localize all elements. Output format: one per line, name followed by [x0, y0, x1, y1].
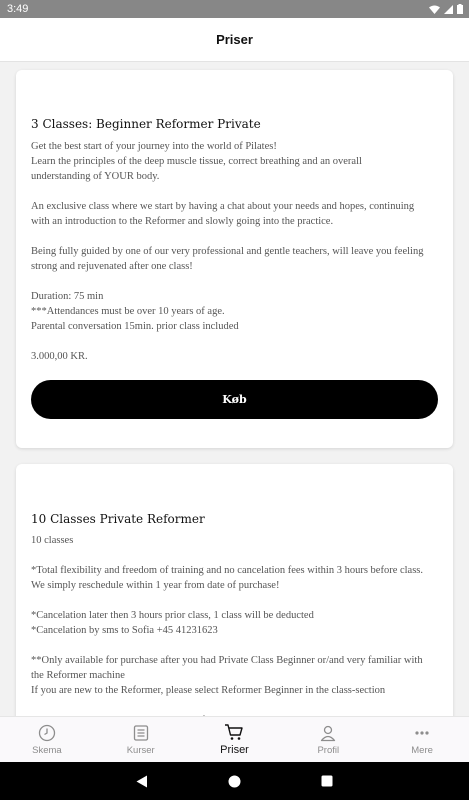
buy-button[interactable]: Køb [31, 380, 438, 419]
wifi-icon [429, 5, 440, 14]
text-line: An exclusive class where we start by having a chat about your needs and hopes, continuing [31, 201, 415, 212]
app-header [0, 18, 469, 62]
text-line: with an introduction to the Reformer and slowly going into the practice. [31, 216, 334, 227]
recents-icon[interactable] [321, 775, 333, 787]
text-line: ***Attendances must be over 10 years of age. [31, 306, 225, 317]
nav-label: Kurser [126, 744, 155, 756]
nav-item-priser[interactable] [188, 717, 282, 762]
card-paragraph [31, 608, 446, 638]
battery-icon [457, 4, 463, 14]
cart-icon [224, 723, 244, 741]
clock-icon [38, 724, 56, 742]
text-line: If you are new to the Reformer, please select Reformer Beginner in the class-section [31, 685, 386, 696]
more-icon [413, 724, 431, 742]
nav-label: Skema [32, 744, 62, 756]
nav-item-profil[interactable] [281, 717, 375, 762]
card-title: 3 Classes: Beginner Reformer Private [31, 117, 261, 131]
status-time: 3:49 [7, 3, 29, 15]
card-title: 10 Classes Private Reformer [31, 512, 205, 526]
status-icons [429, 4, 463, 14]
card-paragraph [31, 199, 441, 229]
card-paragraph [31, 533, 446, 548]
text-line: Parental conversation 15min. prior class included [31, 321, 239, 332]
user-icon [319, 724, 337, 742]
text-line: understanding of YOUR body. [31, 171, 160, 182]
text-line: **Only available for purchase after you had Private Class Beginner or/and very familiar with [31, 655, 423, 666]
card-description [31, 533, 446, 743]
card-paragraph [31, 653, 446, 698]
page-title: Priser [216, 32, 253, 47]
text-line: Being fully guided by one of our very professional and gentle teachers, will leave you feeling [31, 246, 424, 257]
price-list[interactable] [0, 62, 469, 716]
signal-icon [444, 5, 453, 14]
text-line: strong and rejuvenated after one class! [31, 261, 193, 272]
card-paragraph [31, 244, 441, 274]
card-price [31, 349, 441, 364]
nav-item-skema[interactable] [0, 717, 94, 762]
text-line: *Total flexibility and freedom of training and no cancelation fees within 3 hours before class. [31, 565, 424, 576]
nav-label: Priser [220, 744, 249, 756]
home-icon[interactable] [228, 775, 241, 788]
nav-item-mere[interactable] [375, 717, 469, 762]
text-line: *Cancelation by sms to Sofia +45 41231623 [31, 625, 218, 636]
system-navigation-bar [0, 762, 469, 800]
status-bar [0, 0, 469, 18]
list-icon [132, 724, 150, 742]
nav-label: Mere [411, 744, 433, 756]
card-paragraph [31, 139, 441, 184]
card-paragraph [31, 289, 441, 334]
text-line: Learn the principles of the deep muscle tissue, correct breathing and an overall [31, 156, 362, 167]
price-text: 3.000,00 KR. [31, 351, 88, 362]
card-paragraph [31, 563, 446, 593]
text-line: 10 classes [31, 535, 74, 546]
text-line: *Cancelation later then 3 hours prior class, 1 class will be deducted [31, 610, 314, 621]
text-line: the Reformer machine [31, 670, 125, 681]
nav-label: Profil [317, 744, 340, 756]
bottom-nav [0, 716, 469, 762]
text-line: Get the best start of your journey into the world of Pilates! [31, 141, 277, 152]
text-line: We simply reschedule within 1 year from date of purchase! [31, 580, 280, 591]
price-card [16, 70, 453, 448]
card-description [31, 139, 441, 379]
back-icon[interactable] [136, 775, 148, 788]
text-line: Duration: 75 min [31, 291, 104, 302]
nav-item-kurser[interactable] [94, 717, 188, 762]
